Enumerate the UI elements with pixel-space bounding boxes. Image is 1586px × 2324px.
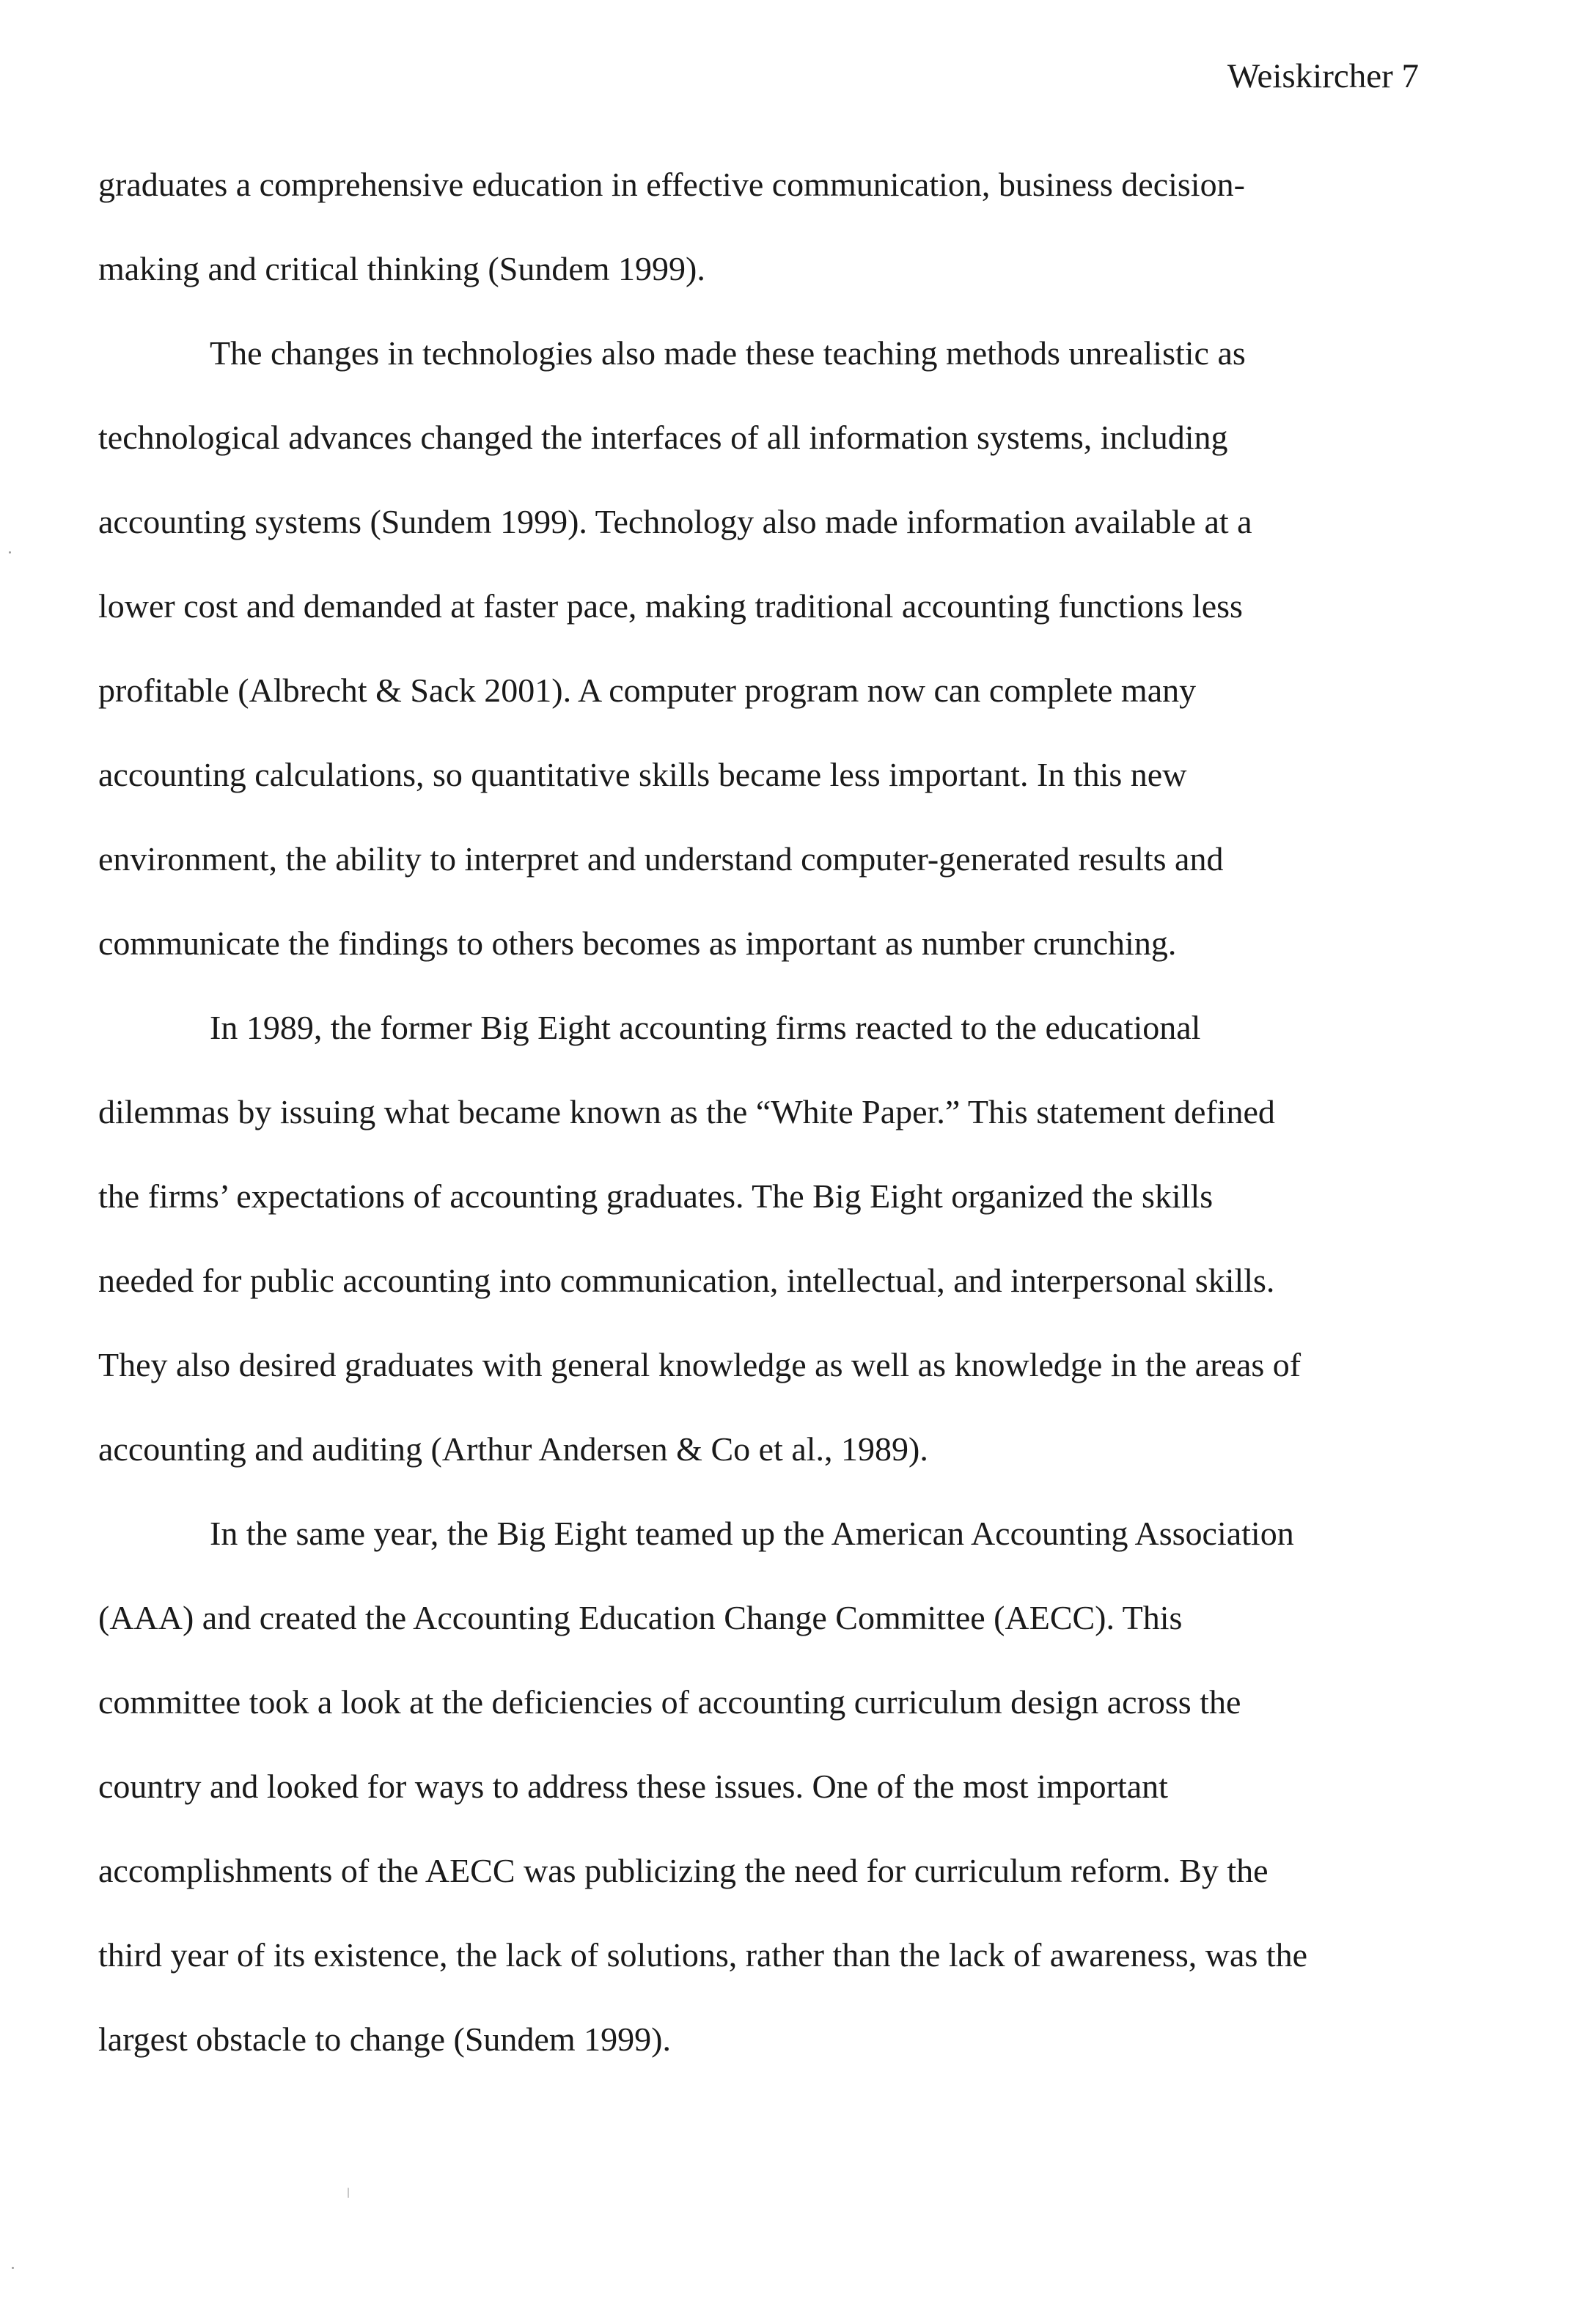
text-line: profitable (Albrecht & Sack 2001). A computer program now can complete many (98, 672, 1197, 709)
text-line: dilemmas by issuing what became known as the “White Paper.” This statement defined (98, 1093, 1275, 1130)
text-line: (AAA) and created the Accounting Education Change Committee (AECC). This (98, 1599, 1183, 1636)
paragraph-start-line: The changes in technologies also made these teaching methods unrealistic as (210, 334, 1246, 372)
text-line: graduates a comprehensive education in effective communication, business decision- (98, 166, 1245, 203)
scan-speck (9, 551, 11, 554)
text-line: communicate the findings to others becomes as important as number crunching. (98, 924, 1177, 962)
text-line: needed for public accounting into communication, intellectual, and interpersonal skills. (98, 1262, 1275, 1299)
running-header: Weiskircher 7 (1227, 57, 1419, 95)
text-line: committee took a look at the deficiencies of accounting curriculum design across the (98, 1683, 1241, 1721)
text-line: the firms’ expectations of accounting graduates. The Big Eight organized the skills (98, 1177, 1214, 1215)
text-line: accounting and auditing (Arthur Andersen & Co et al., 1989). (98, 1430, 928, 1468)
body-text (98, 142, 1425, 2081)
text-line: third year of its existence, the lack of solutions, rather than the lack of awareness, was the (98, 1936, 1308, 1974)
text-line: accomplishments of the AECC was publicizing the need for curriculum reform. By the (98, 1852, 1269, 1889)
text-line: making and critical thinking (Sundem 1999). (98, 250, 705, 287)
text-line: accounting systems (Sundem 1999). Technology also made information available at a (98, 503, 1252, 540)
text-line: country and looked for ways to address these issues. One of the most important (98, 1768, 1168, 1805)
text-line: accounting calculations, so quantitative skills became less important. In this new (98, 756, 1187, 793)
scan-speck (12, 2267, 14, 2269)
text-line: largest obstacle to change (Sundem 1999). (98, 2020, 671, 2058)
text-line: lower cost and demanded at faster pace, making traditional accounting functions less (98, 587, 1243, 625)
scan-speck (348, 2188, 349, 2198)
text-line: environment, the ability to interpret and understand computer-generated results and (98, 840, 1224, 878)
paragraph-start-line: In the same year, the Big Eight teamed up the American Accounting Association (210, 1515, 1294, 1552)
text-line: They also desired graduates with general knowledge as well as knowledge in the areas of (98, 1346, 1302, 1383)
text-line: technological advances changed the interfaces of all information systems, including (98, 419, 1228, 456)
paragraph-start-line: In 1989, the former Big Eight accounting firms reacted to the educational (210, 1009, 1201, 1046)
